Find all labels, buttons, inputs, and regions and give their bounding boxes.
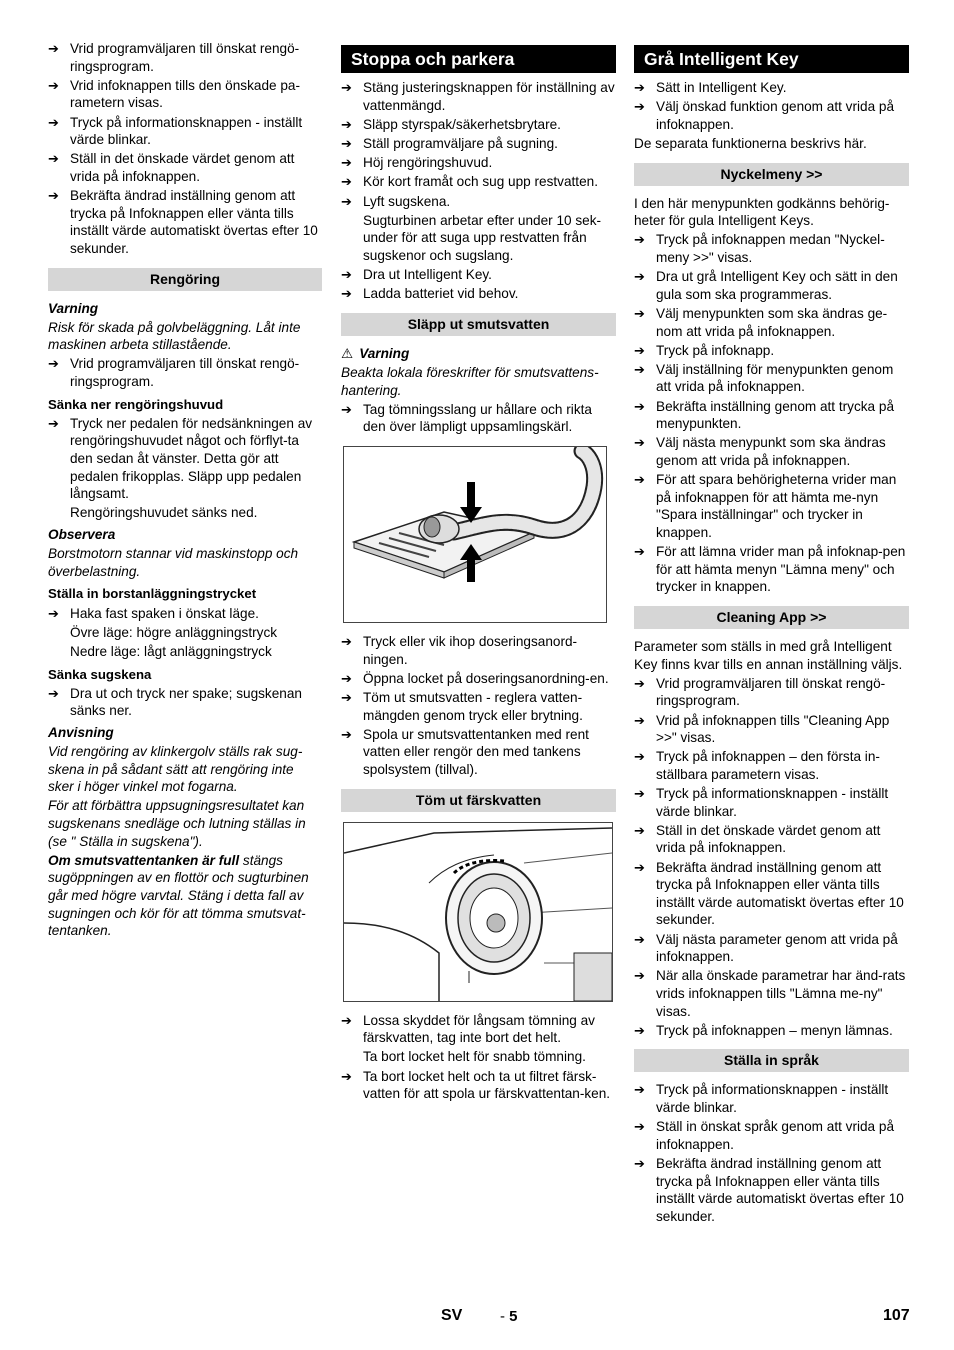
section-title-smutsvatten: Släpp ut smutsvatten <box>341 313 616 336</box>
list-item: ➔ Ta bort locket helt och ta ut filtret färsk-vatten för att spola ur färskvattentan-ken. <box>341 1068 611 1102</box>
list-item: ➔ Vrid infoknappen tills den önskade pa-rametern visas. <box>48 77 300 111</box>
list-item: ➔ Välj nästa parameter genom att vrida på infoknappen. <box>634 931 898 965</box>
list-item: ➔ Lyft sugskena. <box>341 193 451 209</box>
list-item: ➔ Höj rengöringshuvud. <box>341 155 493 171</box>
arrow-right-icon: ➔ <box>634 712 645 728</box>
section-title-gra-key: Grå Intelligent Key <box>634 45 909 73</box>
list-item: ➔ Öppna locket på doseringsanordning-en. <box>341 670 609 686</box>
arrow-right-icon: ➔ <box>634 968 645 984</box>
footer-language: SV <box>441 1307 463 1324</box>
subsection-title-sugskena: Sänka sugskena <box>48 666 152 682</box>
arrow-right-icon: ➔ <box>48 188 59 204</box>
list-item: ➔ Dra ut och tryck ner spake; sugskenan sänks ner. <box>48 685 302 719</box>
observera-text: Borstmotorn stannar vid maskinstopp och överbelastning. <box>48 546 299 579</box>
arrow-right-icon: ➔ <box>48 605 59 621</box>
list-item: ➔ Vrid programväljaren till önskat rengö-ringsprogram. <box>634 675 886 709</box>
list-item: ➔ Stäng justeringsknappen för inställning av vattenmängd. <box>341 80 615 113</box>
arrow-right-icon: ➔ <box>341 116 352 132</box>
list-item: ➔ Välj önskad funktion genom att vrida på infoknappen. <box>634 99 895 132</box>
fresh-water-filter-illustration <box>343 822 613 1002</box>
footer-page-number: 107 <box>883 1307 910 1324</box>
arrow-right-icon: ➔ <box>341 155 352 171</box>
list-item: ➔ Vrid på infoknappen tills "Cleaning App >>" visas. <box>634 712 890 746</box>
observera-label: Observera <box>48 527 116 542</box>
list-item: ➔ Dra ut grå Intelligent Key och sätt in den gula som ska programmeras. <box>634 269 898 302</box>
arrow-right-icon: ➔ <box>341 690 352 705</box>
arrow-right-icon: ➔ <box>634 80 645 95</box>
smuts-warning-label: ⚠ Varning <box>341 345 410 361</box>
arrow-right-icon: ➔ <box>634 1119 645 1135</box>
stoppa-steps <box>341 79 616 210</box>
list-item: ➔ Kör kort framåt och sug upp restvatten. <box>341 174 598 190</box>
arrow-right-icon: ➔ <box>48 685 59 701</box>
arrow-right-icon: ➔ <box>48 77 59 93</box>
intro-steps <box>48 40 322 258</box>
list-item: ➔ För att lämna vrider man på infoknap-pen för att hämta menyn "Lämna meny" och trycker in knappen. <box>634 544 906 595</box>
list-item: ➔ Tryck på informationsknappen - inställt värde blinkar. <box>634 1082 889 1115</box>
section-title-farskvatten: Töm ut färskvatten <box>341 789 616 812</box>
arrow-right-icon: ➔ <box>634 931 645 947</box>
list-item: ➔ Lossa skyddet för långsam tömning av färskvatten, tag inte bort det helt. <box>341 1012 595 1046</box>
footer-sub-page: - 5 <box>500 1308 518 1325</box>
fresh-water-drawing <box>344 823 612 1001</box>
subsection-title-sanka-huvud: Sänka ner rengöringshuvud <box>48 396 224 412</box>
arrow-right-icon: ➔ <box>341 726 352 742</box>
arrow-right-icon: ➔ <box>341 135 352 151</box>
arrow-right-icon: ➔ <box>341 174 352 190</box>
result-text: Rengöringshuvudet sänks ned. <box>70 505 258 521</box>
list-item: ➔ Ställ in det önskade värdet genom att vrida på infoknappen. <box>48 151 295 184</box>
smuts-warning-text: Beakta lokala föreskrifter för smutsvattens-hantering. <box>341 365 599 398</box>
arrow-right-icon: ➔ <box>634 472 645 488</box>
list-item: ➔ Haka fast spaken i önskat läge. <box>48 605 259 621</box>
list-item: ➔ När alla önskade parametrar har änd-rats vrids infoknappen tills "Lämna me-ny" visas. <box>634 968 906 1019</box>
anvisning-rest: stängs sugöppningen av en flottör och sugturbinen går med högre varvtal. Stäng i detta fall av sugningen och kör för att tömma smutsvat-tentanken. <box>48 852 309 939</box>
arrow-right-icon: ➔ <box>634 675 645 691</box>
list-item: ➔ Ställ programväljare på sugning. <box>341 135 558 151</box>
sprak-steps <box>634 1081 909 1225</box>
arrow-right-icon: ➔ <box>634 859 645 875</box>
arrow-right-icon: ➔ <box>48 415 59 431</box>
list-item: ➔ Tryck ner pedalen för nedsänkningen av rengöringshuvudet något och förflyt-ta den sedan åt vänster. Detta gör att pedalen frikopplas. Släpp upp pedalen långsamt. <box>48 415 313 502</box>
lower-position-text: Nedre läge: lågt anläggningstryck <box>70 643 272 659</box>
arrow-right-icon: ➔ <box>634 786 645 802</box>
arrow-right-icon: ➔ <box>634 1155 645 1171</box>
column-left <box>48 40 322 941</box>
drain-hose-illustration <box>343 446 607 623</box>
list-item: ➔ Tryck eller vik ihop doseringsanord-ningen. <box>341 634 578 667</box>
list-item: ➔ Dra ut Intelligent Key. <box>341 267 492 283</box>
column-middle <box>341 40 616 1104</box>
stoppa-steps-2 <box>341 266 616 303</box>
arrow-right-icon: ➔ <box>634 232 645 248</box>
list-item: ➔ Spola ur smutsvattentanken med rent vatten eller rengör den med tankens spolsystem (tillval). <box>341 726 589 777</box>
arrow-right-icon: ➔ <box>634 1082 645 1098</box>
warning-label: Varning <box>48 300 99 316</box>
list-item: ➔ Välj nästa menypunkt som ska ändras genom att vrida på infoknappen. <box>634 435 886 469</box>
anvisning-text-2: För att förbättra uppsugningsresultatet kan sugskenans snedläge och lutning ställas in (se " Ställa in sugskena"). <box>48 798 306 849</box>
list-item: ➔ Ladda batteriet vid behov. <box>341 286 519 302</box>
smuts-steps <box>341 401 616 436</box>
section-title-rengoring: Rengöring <box>48 268 322 291</box>
list-item: ➔ Tryck på infoknapp. <box>634 342 775 358</box>
list-item: ➔ Ställ in det önskade värdet genom att vrida på infoknappen. <box>634 822 881 856</box>
list-item: ➔ Bekräfta ändrad inställning genom att trycka på Infoknappen eller vänta tills inställt värde automatiskt övertas efter 10 sekunder. <box>48 188 318 256</box>
warning-triangle-icon: ⚠ <box>341 345 354 361</box>
anvisning-label: Anvisning <box>48 724 114 740</box>
list-item: ➔ Släpp styrspak/säkerhetsbrytare. <box>341 116 561 132</box>
list-item: ➔ För att spara behörigheterna vrider man på infoknappen för att hämta me-nyn "Spara inställningar" och trycker in knappen. <box>634 472 897 540</box>
arrow-right-icon: ➔ <box>634 435 645 451</box>
arrow-right-icon: ➔ <box>341 286 352 302</box>
arrow-right-icon: ➔ <box>634 749 645 765</box>
list-item: ➔ Välj inställning för menypunkten genom att vrida på infoknappen. <box>634 361 894 395</box>
borsttryck-steps <box>48 605 322 623</box>
arrow-right-icon: ➔ <box>341 80 352 95</box>
nyckel-intro: I den här menypunkten godkänns behörig-heter för gula Intelligent Keys. <box>634 195 890 229</box>
arrow-right-icon: ➔ <box>48 151 59 167</box>
gra-steps <box>634 79 909 133</box>
list-item: ➔ Töm ut smutsvatten - reglera vatten-mängden genom tryck eller brytning. <box>341 690 583 723</box>
section-title-stoppa: Stoppa och parkera <box>341 45 616 73</box>
smuts-steps-after <box>341 633 616 779</box>
list-item: ➔ Tag tömningsslang ur hållare och rikta den över lämpligt uppsamlingskärl. <box>341 401 592 435</box>
arrow-right-icon: ➔ <box>341 193 352 209</box>
arrow-right-icon: ➔ <box>48 41 59 56</box>
arrow-right-icon: ➔ <box>634 361 645 377</box>
arrow-right-icon: ➔ <box>341 267 352 283</box>
list-item: ➔ Sätt in Intelligent Key. <box>634 80 787 95</box>
list-item: ➔ Bekräfta ändrad inställning genom att trycka på Infoknappen eller vänta tills inställt värde automatiskt övertas efter 10 sekunder. <box>634 1155 904 1224</box>
anvisning-text-3 <box>48 852 322 940</box>
arrow-right-icon: ➔ <box>634 342 645 358</box>
arrow-right-icon: ➔ <box>634 544 645 560</box>
list-item: ➔ Tryck på infoknappen medan "Nyckel-meny >>" visas. <box>634 232 885 265</box>
list-item: ➔ Bekräfta ändrad inställning genom att trycka på Infoknappen eller vänta tills inställt värde automatiskt övertas efter 10 sekunder. <box>634 859 904 928</box>
upper-position-text: Övre läge: högre anläggningstryck <box>70 624 278 640</box>
list-item: ➔ Bekräfta inställning genom att trycka på menypunkten. <box>634 398 895 432</box>
arrow-right-icon: ➔ <box>48 356 59 372</box>
anvisning-text-1: Vid rengöring av klinkergolv ställs rak sug-skena in på sådant sätt att rengöring inte sker i höger vinkel mot fogarna. <box>48 744 303 795</box>
arrow-right-icon: ➔ <box>341 1068 352 1084</box>
sugskena-steps <box>48 685 322 720</box>
list-item: ➔ Ställ in önskat språk genom att vrida på infoknappen. <box>634 1119 895 1152</box>
arrow-right-icon: ➔ <box>341 670 352 686</box>
arrow-right-icon: ➔ <box>341 401 352 417</box>
cleaning-steps <box>634 675 909 1040</box>
arrow-right-icon: ➔ <box>634 1022 645 1038</box>
farsk-note: Ta bort locket helt för snabb tömning. <box>363 1049 586 1065</box>
arrow-right-icon: ➔ <box>341 1012 352 1028</box>
section-title-nyckelmeny: Nyckelmeny >> <box>634 163 909 186</box>
arrow-right-icon: ➔ <box>634 822 645 838</box>
list-item: ➔ Tryck på infoknappen – den första in-ställbara parametern visas. <box>634 749 880 782</box>
section-title-cleaning-app: Cleaning App >> <box>634 606 909 629</box>
sanka-huvud-steps <box>48 415 322 503</box>
list-item: ➔ Vrid programväljaren till önskat rengö-ringsprogram. <box>48 356 300 390</box>
warning-text: Risk för skada på golvbeläggning. Låt inte maskinen arbeta stillastående. <box>48 319 301 353</box>
farsk-steps-2 <box>341 1068 616 1103</box>
subsection-title-borsttryck: Ställa in borstanläggningstrycket <box>48 586 257 602</box>
drain-hose-drawing <box>344 447 606 622</box>
arrow-right-icon: ➔ <box>634 398 645 414</box>
anvisning-bold: Om smutsvattentanken är full <box>48 852 240 868</box>
list-item: ➔ Tryck på informationsknappen - inställt värde blinkar. <box>634 786 889 819</box>
list-item: ➔ Tryck på infoknappen – menyn lämnas. <box>634 1022 893 1038</box>
column-right <box>634 40 909 1227</box>
cleaning-intro: Parameter som ställs in med grå Intelligent Key finns kvar tills en annan inställning väljs. <box>634 638 903 672</box>
arrow-right-icon: ➔ <box>634 305 645 321</box>
nyckel-steps <box>634 231 909 596</box>
list-item: ➔ Tryck på informationsknappen - inställt värde blinkar. <box>48 114 303 148</box>
section-title-sprak: Ställa in språk <box>634 1049 909 1072</box>
rengoring-steps <box>48 355 322 390</box>
arrow-right-icon: ➔ <box>48 114 59 130</box>
arrow-right-icon: ➔ <box>341 634 352 650</box>
list-item: ➔ Välj menypunkten som ska ändras ge-nom att vrida på infoknappen. <box>634 305 888 339</box>
arrow-right-icon: ➔ <box>634 269 645 285</box>
list-item: ➔ Vrid programväljaren till önskat rengö-ringsprogram. <box>48 41 300 74</box>
lyft-note: Sugturbinen arbetar efter under 10 sek-under för att suga upp restvatten från sugskenor och sugslang. <box>363 212 602 263</box>
gra-note: De separata funktionerna beskrivs här. <box>634 135 867 151</box>
arrow-right-icon: ➔ <box>634 99 645 115</box>
farsk-steps <box>341 1012 616 1047</box>
